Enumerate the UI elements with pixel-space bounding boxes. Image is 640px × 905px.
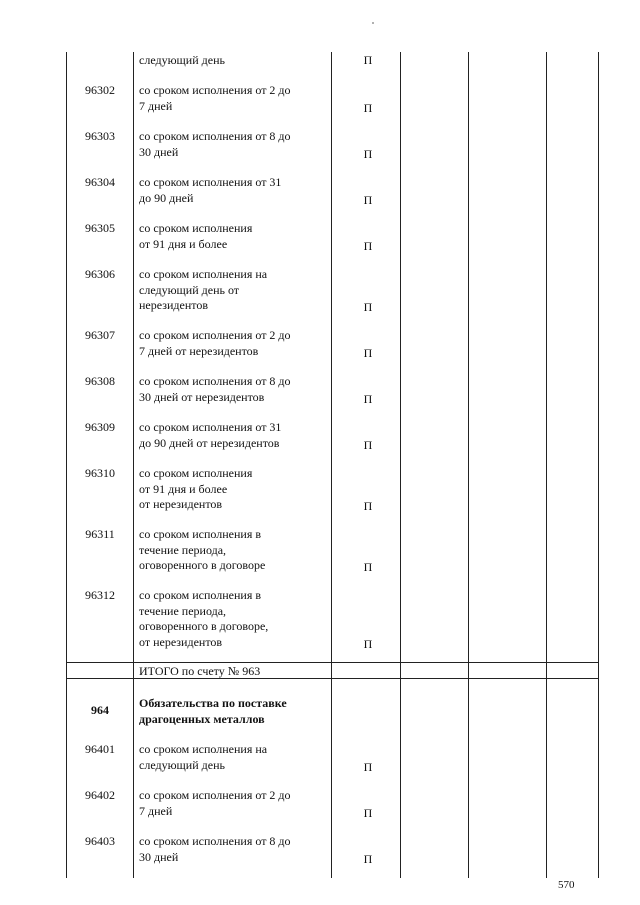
account-description [139,420,329,451]
column-line [400,52,401,878]
account-description [139,221,329,252]
column-line [546,52,547,878]
account-code: 96402 [85,788,115,802]
account-code: 96305 [85,221,115,235]
account-type: П [363,437,373,452]
account-description [139,466,329,513]
account-code: 96401 [85,742,115,756]
description-line: со сроком исполнения от 8 до [139,129,291,143]
account-code: 96403 [85,834,115,848]
description-line: Обязательства по поставке [139,696,287,710]
account-description [139,788,329,819]
account-description [139,374,329,405]
description-line: оговоренного в договоре [139,558,266,572]
account-code: 96310 [85,466,115,480]
account-code: 96303 [85,129,115,143]
account-description [139,696,329,727]
description-line: 30 дней [139,849,179,864]
account-type: П [363,805,373,820]
account-code: 96311 [85,527,115,541]
account-code: 96309 [85,420,115,434]
column-line [66,52,67,878]
description-line: со сроком исполнения на [139,742,268,756]
description-line: драгоценных металлов [139,711,265,726]
description-line: от нерезидентов [139,634,223,649]
description-line: 30 дней от нерезидентов [139,389,265,404]
account-type: П [363,146,373,161]
account-type: П [363,759,373,774]
description-line: 7 дней [139,98,173,113]
description-line: со сроком исполнения [139,221,253,235]
account-description [139,664,329,680]
account-code: 96304 [85,175,115,189]
description-line: со сроком исполнения на [139,267,268,281]
account-description [139,129,329,160]
description-line: следующий день [139,53,225,67]
account-type: П [363,851,373,866]
description-line: нерезидентов [139,298,208,312]
account-type: П [363,636,373,651]
account-code: 96308 [85,374,115,388]
description-line: 7 дней [139,803,173,818]
description-line: от 91 дня и более [139,236,228,251]
account-type: П [363,53,373,67]
account-type: П [363,238,373,253]
account-type: П [363,100,373,115]
description-line: до 90 дней от нерезидентов [139,435,280,450]
account-description [139,267,329,314]
description-line: течение периода, [139,542,227,557]
account-code: 964 [91,703,109,717]
description-line: со сроком исполнения от 2 до [139,788,291,802]
column-line [468,52,469,878]
account-description [139,53,329,69]
account-description [139,834,329,865]
description-line: от 91 дня и более [139,481,228,496]
description-line: оговоренного в договоре, [139,619,269,633]
description-line: со сроком исполнения в [139,588,262,602]
account-description [139,527,329,574]
description-line: ИТОГО по счету № 963 [139,664,261,678]
description-line: со сроком исполнения от 2 до [139,83,291,97]
account-description [139,328,329,359]
description-line: со сроком исполнения от 31 [139,175,282,189]
description-line: со сроком исполнения от 2 до [139,328,291,342]
column-line [331,52,332,878]
account-description [139,83,329,114]
description-line: со сроком исполнения [139,466,253,480]
row-divider [66,662,599,663]
account-description [139,175,329,206]
description-line: со сроком исполнения от 8 до [139,834,291,848]
account-type: П [363,391,373,406]
account-type: П [363,192,373,207]
page-number: 570 [558,879,575,891]
description-line: со сроком исполнения от 31 [139,420,282,434]
column-line [133,52,134,878]
description-line: течение периода, [139,603,227,618]
description-line: 7 дней от нерезидентов [139,343,259,358]
description-line: следующий день [139,757,225,772]
account-type: П [363,345,373,360]
description-line: со сроком исполнения от 8 до [139,374,291,388]
description-line: 30 дней [139,144,179,159]
account-code: 96306 [85,267,115,281]
description-line: со сроком исполнения в [139,527,262,541]
account-code: 96302 [85,83,115,97]
column-line [598,52,599,878]
account-description [139,742,329,773]
account-description [139,588,329,650]
account-type: П [363,300,373,314]
account-code: 96312 [85,588,115,602]
description-line: до 90 дней [139,190,194,205]
account-type: П [363,499,373,513]
description-line: следующий день от [139,282,240,297]
account-type: П [363,560,373,574]
account-code: 96307 [85,328,115,342]
top-dot [372,22,374,24]
description-line: от нерезидентов [139,497,223,511]
